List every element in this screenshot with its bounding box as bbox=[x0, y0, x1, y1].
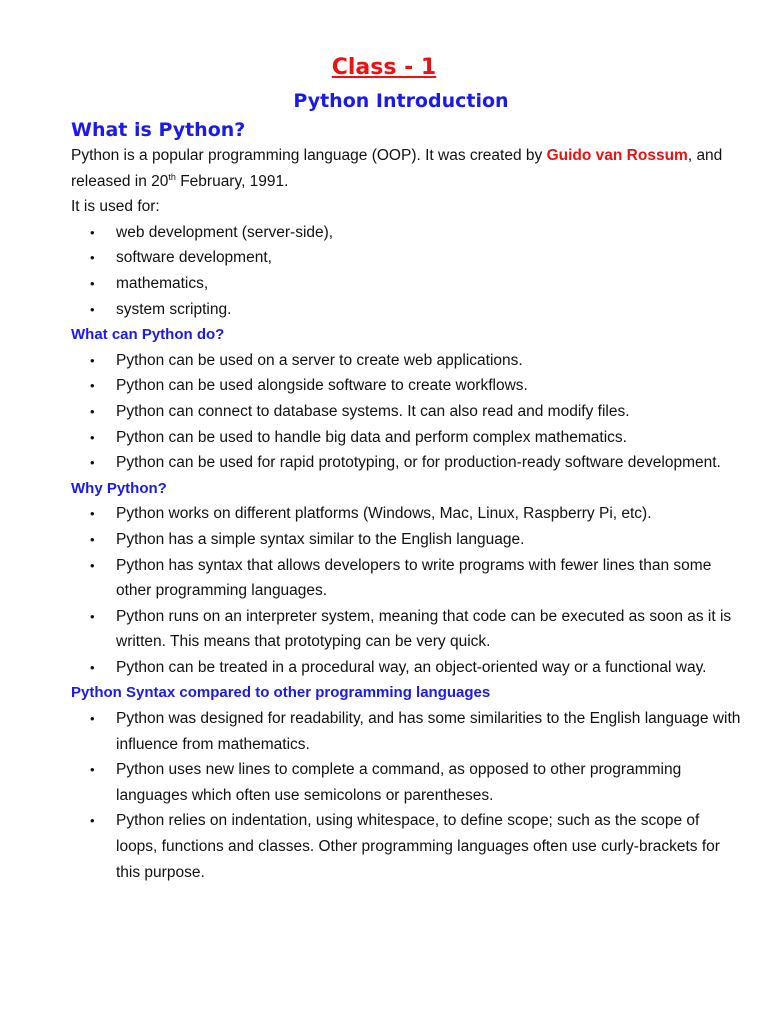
list-item: • Python can be used to handle big data and perform complex mathematics. bbox=[71, 425, 741, 451]
intro-text: Python is a popular programming language (OOP). It was created by bbox=[71, 147, 547, 164]
release-text: released in 20 bbox=[71, 172, 169, 190]
list-item: • Python runs on an interpreter system, meaning that code can be executed as soon as it is written. This means that prototyping can be very quick. bbox=[71, 604, 741, 655]
list-item: • Python relies on indentation, using whitespace, to define scope; such as the scope of loops, functions and classes. Other programming languages often use curly-brackets for this purpose. bbox=[71, 808, 741, 885]
list-item: • system scripting. bbox=[71, 297, 741, 323]
list-item: • Python has syntax that allows developers to write programs with fewer lines than some other programming languages. bbox=[71, 553, 741, 604]
section-heading-what-is-python: What is Python? bbox=[71, 119, 246, 141]
list-item: • Python can be used alongside software to create workflows. bbox=[71, 373, 741, 399]
section-heading-syntax-comparison: Python Syntax compared to other programming languages bbox=[71, 684, 491, 702]
intro-text-end: , and bbox=[687, 147, 723, 164]
section-heading-what-can-python-do: What can Python do? bbox=[71, 326, 225, 344]
document-body bbox=[71, 143, 741, 885]
syntax-list bbox=[71, 706, 741, 885]
list-item: • Python works on different platforms (Windows, Mac, Linux, Raspberry Pi, etc). bbox=[71, 501, 741, 527]
release-superscript: th bbox=[168, 171, 176, 182]
list-item: • Python can be used for rapid prototyping, or for production-ready software development. bbox=[71, 450, 741, 476]
list-item: • Python can be used on a server to create web applications. bbox=[71, 348, 741, 374]
lesson-subtitle: Python Introduction bbox=[293, 90, 509, 112]
list-item: • Python can connect to database systems. It can also read and modify files. bbox=[71, 399, 741, 425]
list-item: • Python can be treated in a procedural way, an object-oriented way or a functional way. bbox=[71, 655, 741, 681]
release-text-end: February, 1991. bbox=[175, 172, 289, 190]
list-item: • mathematics, bbox=[71, 271, 741, 297]
used-for-label: It is used for: bbox=[71, 198, 160, 216]
list-item: • software development, bbox=[71, 245, 741, 271]
list-item: • web development (server-side), bbox=[71, 220, 741, 246]
uses-list bbox=[71, 220, 741, 322]
list-item: • Python was designed for readability, and has some similarities to the English language with influence from mathematics. bbox=[71, 706, 741, 757]
class-title: Class - 1 bbox=[331, 55, 437, 80]
creator-name: Guido van Rossum bbox=[546, 147, 688, 164]
list-item: • Python has a simple syntax similar to the English language. bbox=[71, 527, 741, 553]
section-heading-why-python: Why Python? bbox=[71, 479, 167, 497]
reasons-list bbox=[71, 501, 741, 680]
intro-paragraph bbox=[71, 143, 741, 194]
list-item: • Python uses new lines to complete a command, as opposed to other programming languages which often use semicolons or parentheses. bbox=[71, 757, 741, 808]
capabilities-list bbox=[71, 348, 741, 476]
